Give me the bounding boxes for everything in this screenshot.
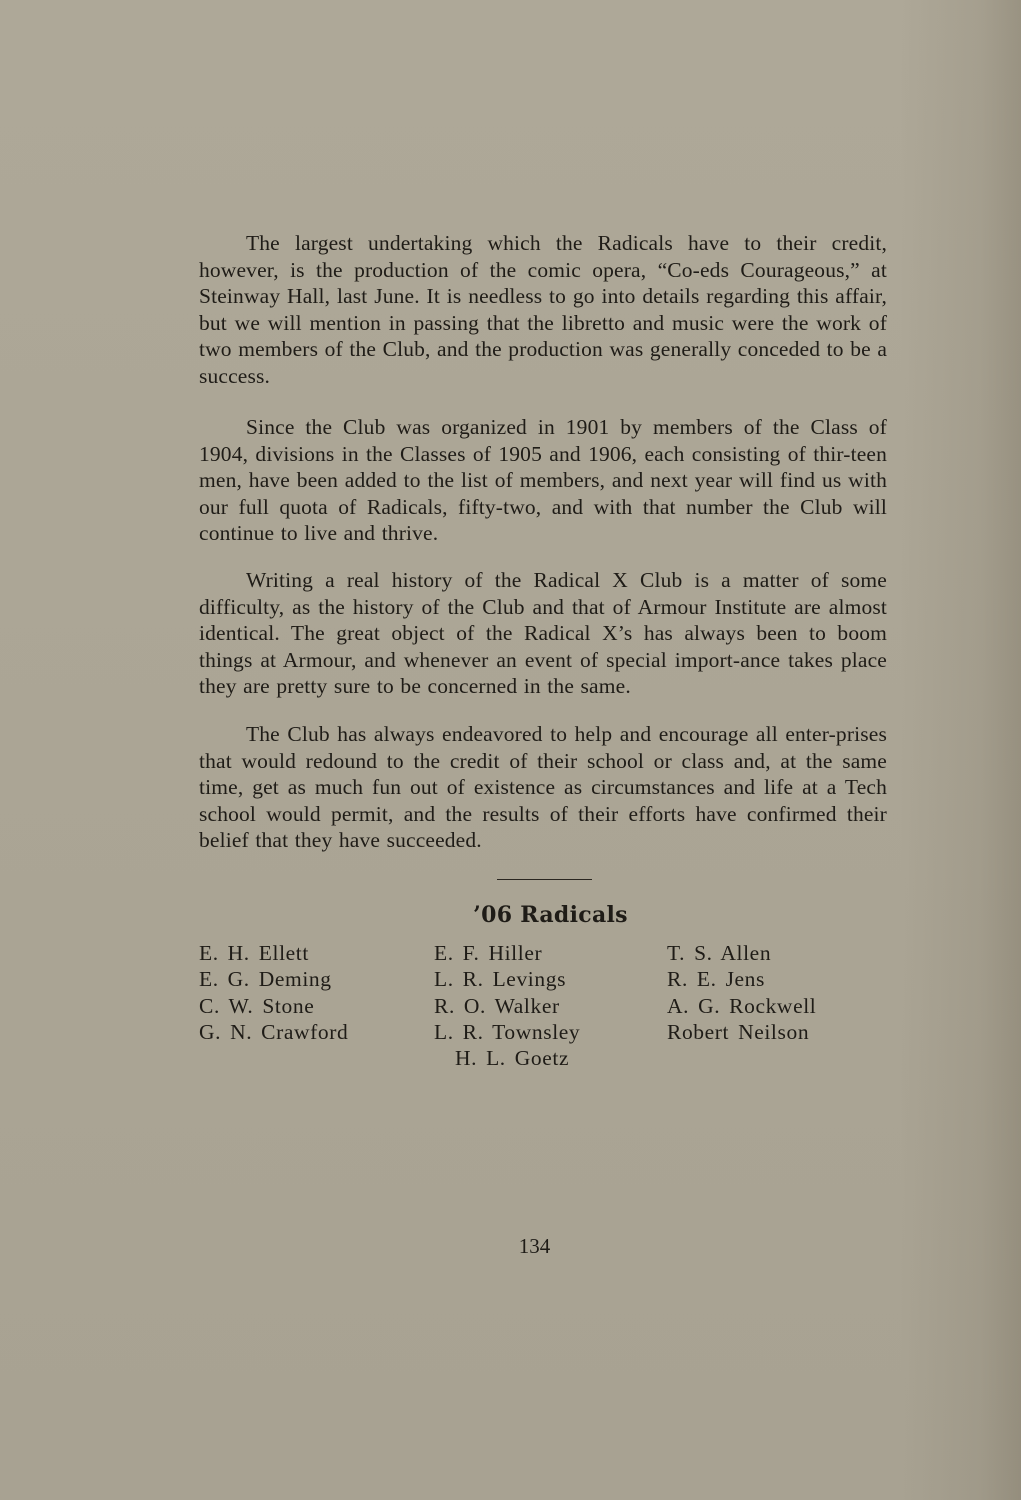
member-name: A. G. Rockwell xyxy=(667,993,817,1018)
member-name: E. F. Hiller xyxy=(434,941,543,965)
paragraph-club-aims: The Club has always endeavored to help and encourage all enter-prises that would redound to the credit of their school or class and, at the same time, get as much fun out of existence as circumstances and life at a Tech school would permit, and the results of their efforts have confirmed their belief that they have succeeded. xyxy=(199,722,887,853)
member-name: E. G. Deming xyxy=(199,967,332,992)
roster-column-middle xyxy=(434,940,580,1046)
member-name: R. O. Walker xyxy=(434,993,560,1018)
member-name: L. R. Townsley xyxy=(434,1020,581,1045)
member-name: R. E. Jens xyxy=(667,967,765,992)
member-name-centered: H. L. Goetz xyxy=(455,1046,570,1070)
roster-column-right xyxy=(667,940,816,1046)
roster-title: ’06 Radicals xyxy=(473,902,628,928)
paragraph-club-organization: Since the Club was organized in 1901 by members of the Class of 1904, divisions in the Classes of 1905 and 1906, each consisting of thir-teen men, have been added to the list of members, and next year will find us with our full quota of Radicals, fifty-two, and with that number the Club will continue to live and thrive. xyxy=(199,415,887,546)
member-name: L. R. Levings xyxy=(434,967,567,992)
paragraph-comic-opera: The largest undertaking which the Radicals have to their credit, however, is the production of the comic opera, “Co-eds Courageous,” at Steinway Hall, last June. It is needless to go into details regarding this affair, but we will mention in passing that the libretto and music were the work of two members of the Club, and the production was generally conceded to be a success. xyxy=(199,231,888,388)
roster-column-left xyxy=(199,940,348,1046)
member-name: E. H. Ellett xyxy=(199,941,309,965)
paragraph-club-history: Writing a real history of the Radical X Club is a matter of some difficulty, as the history of the Club and that of Armour Institute are almost identical. The great object of the Radical X’s has always been to boom things at Armour, and whenever an event of special import-ance takes place they are pretty sure to be concerned in the same. xyxy=(199,568,887,699)
member-name: C. W. Stone xyxy=(199,993,315,1018)
member-name: T. S. Allen xyxy=(667,941,772,965)
member-name: G. N. Crawford xyxy=(199,1020,349,1045)
section-divider xyxy=(497,879,592,880)
page-number: 134 xyxy=(518,1234,551,1258)
member-name: Robert Neilson xyxy=(667,1020,810,1045)
